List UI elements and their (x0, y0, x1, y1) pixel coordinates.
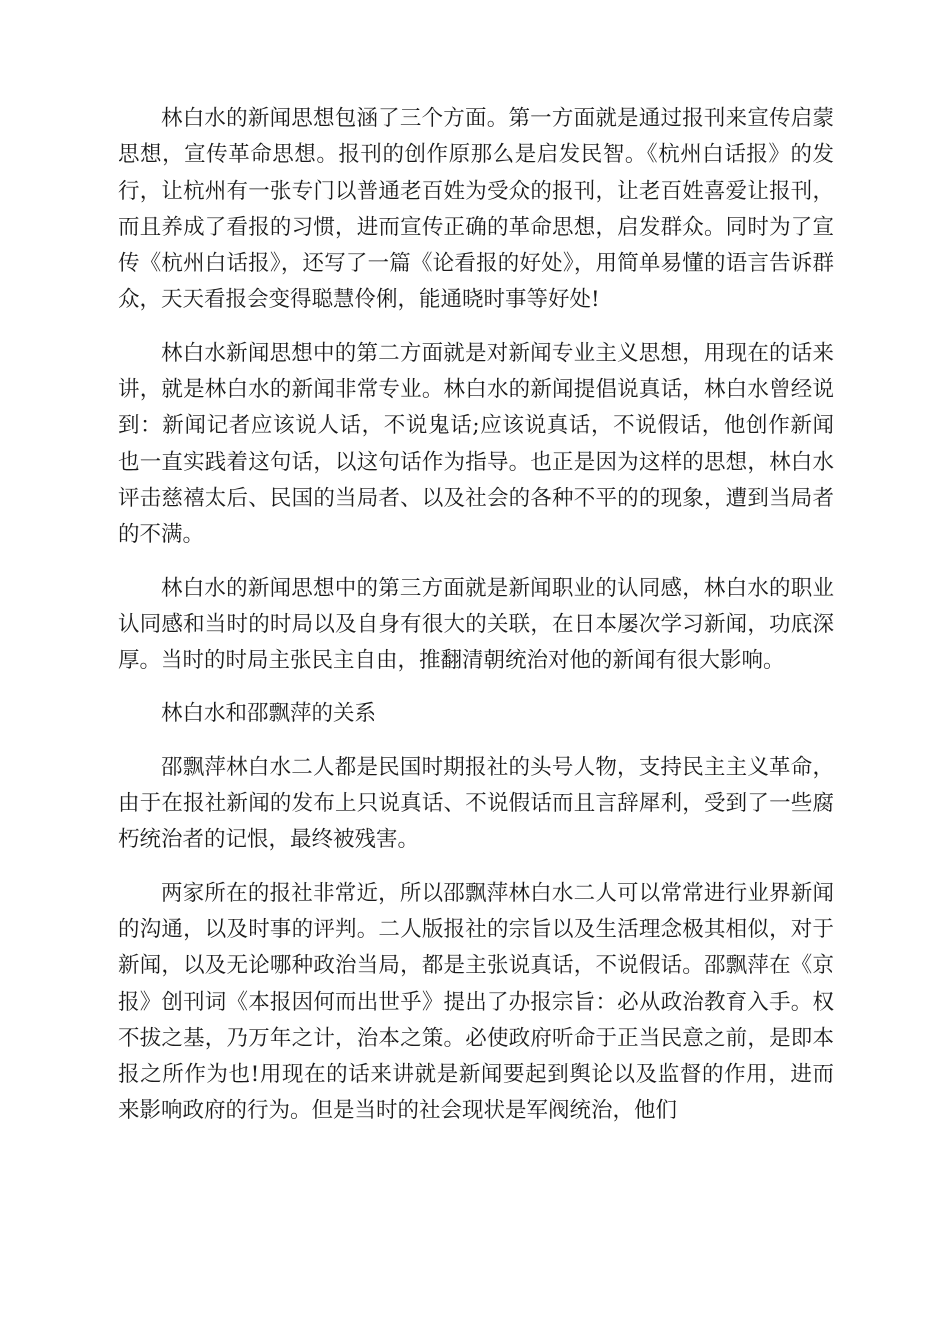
section-heading: 林白水和邵飘萍的关系 (161, 701, 377, 727)
paragraph-news-thought-second: 林白水新闻思想中的第二方面就是对新闻专业主义思想，用现在的话来讲，就是林白水的新闻非常专业。林白水的新闻提倡说真话，林白水曾经说到：新闻记者应该说人话，不说鬼话;应该说真话，不说假话，他创作新闻也一直实践着这句话，以这句话作为指导。也正是因为这样的思想，林白水评击慈禧太后、民国的当局者、以及社会的各种不平的的现象，遭到当局者的不满。 (118, 340, 834, 548)
paragraph-relationship-detail: 两家所在的报社非常近，所以邵飘萍林白水二人可以常常进行业界新闻的沟通，以及时事的评判。二人版报社的宗旨以及生活理念极其相似，对于新闻，以及无论哪种政治当局，都是主张说真话，不说假话。邵飘萍在《京报》创刊词《本报因何而出世乎》提出了办报宗旨：必从政治教育入手。权不拔之基，乃万年之计，治本之策。必使政府听命于正当民意之前，是即本报之所作为也!用现在的话来讲就是新闻要起到舆论以及监督的作用，进而来影响政府的行为。但是当时的社会现状是军阀统治，他们 (118, 880, 834, 1124)
document-page (118, 101, 834, 1147)
paragraph-news-thought-first: 林白水的新闻思想包涵了三个方面。第一方面就是通过报刊来宣传启蒙思想，宣传革命思想。报刊的创作原那么是启发民智。《杭州白话报》的发行，让杭州有一张专门以普通老百姓为受众的报刊，让老百姓喜爱让报刊，而且养成了看报的习惯，进而宣传正确的革命思想，启发群众。同时为了宣传《杭州白话报》，还写了一篇《论看报的好处》，用简单易懂的语言告诉群众，天天看报会变得聪慧伶俐，能通晓时事等好处! (118, 106, 834, 313)
paragraph-news-thought-third: 林白水的新闻思想中的第三方面就是新闻职业的认同感，林白水的职业认同感和当时的时局以及自身有很大的关联，在日本屡次学习新闻，功底深厚。当时的时局主张民主自由，推翻清朝统治对他的新闻有很大影响。 (118, 575, 834, 674)
paragraph-relationship-intro: 邵飘萍林白水二人都是民国时期报社的头号人物，支持民主主义革命，由于在报社新闻的发布上只说真话、不说假话而且言辞犀利，受到了一些腐朽统治者的记恨，最终被残害。 (118, 754, 834, 853)
